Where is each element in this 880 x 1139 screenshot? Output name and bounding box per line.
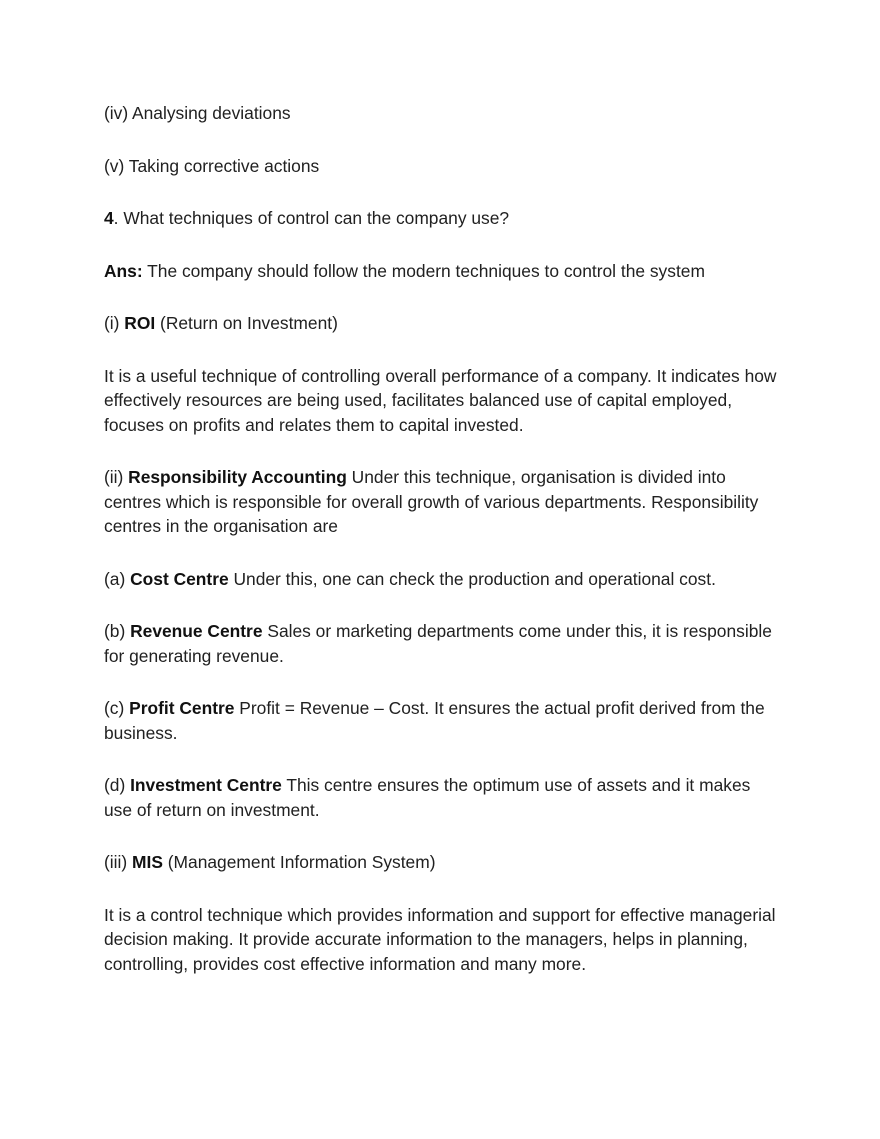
responsibility-accounting-term: Responsibility Accounting <box>128 467 347 487</box>
profit-centre: (c) Profit Centre Profit = Revenue – Cost. It ensures the actual profit derived from the business. <box>104 698 765 743</box>
technique-mis: (iii) MIS (Management Information System) <box>104 852 436 872</box>
technique-roi-term: ROI <box>124 313 156 333</box>
roi-description: It is a useful technique of controlling overall performance of a company. It indicates how effectively resources are being used, facilitates balanced use of capital employed, focuses on profits and relates them to capital invested. <box>104 365 777 435</box>
cost-centre: (a) Cost Centre Under this, one can check the production and operational cost. <box>104 568 716 589</box>
profit-centre-term: Profit Centre <box>129 698 235 718</box>
technique-mis-term: MIS <box>132 852 163 872</box>
question-number: 4 <box>104 208 114 228</box>
technique-responsibility-accounting: (ii) Responsibility Accounting Under this technique, organisation is divided into centres which is responsible for overall growth of various departments. Responsibility centres in the organisation are <box>104 467 759 536</box>
cost-centre-term: Cost Centre <box>130 568 229 589</box>
question-4: 4. What techniques of control can the company use? <box>104 208 510 228</box>
investment-centre: (d) Investment Centre This centre ensures the optimum use of assets and it makes use of return on investment. <box>104 775 751 820</box>
investment-centre-term: Investment Centre <box>130 775 282 795</box>
revenue-centre-term: Revenue Centre <box>130 621 263 641</box>
revenue-centre: (b) Revenue Centre Sales or marketing departments come under this, it is responsible for generating revenue. <box>104 621 772 666</box>
control-step-v: (v) Taking corrective actions <box>104 155 320 176</box>
document-page <box>104 101 780 1004</box>
control-step-iv: (iv) Analysing deviations <box>104 103 291 123</box>
mis-description: It is a control technique which provides information and support for effective managerial decision making. It provide accurate information to the managers, helps in planning, controlling, provides cost effective information and many more. <box>104 904 776 974</box>
answer-intro: Ans: The company should follow the modern techniques to control the system <box>104 260 705 281</box>
technique-roi: (i) ROI (Return on Investment) <box>104 313 338 333</box>
answer-label: Ans: <box>104 260 143 281</box>
